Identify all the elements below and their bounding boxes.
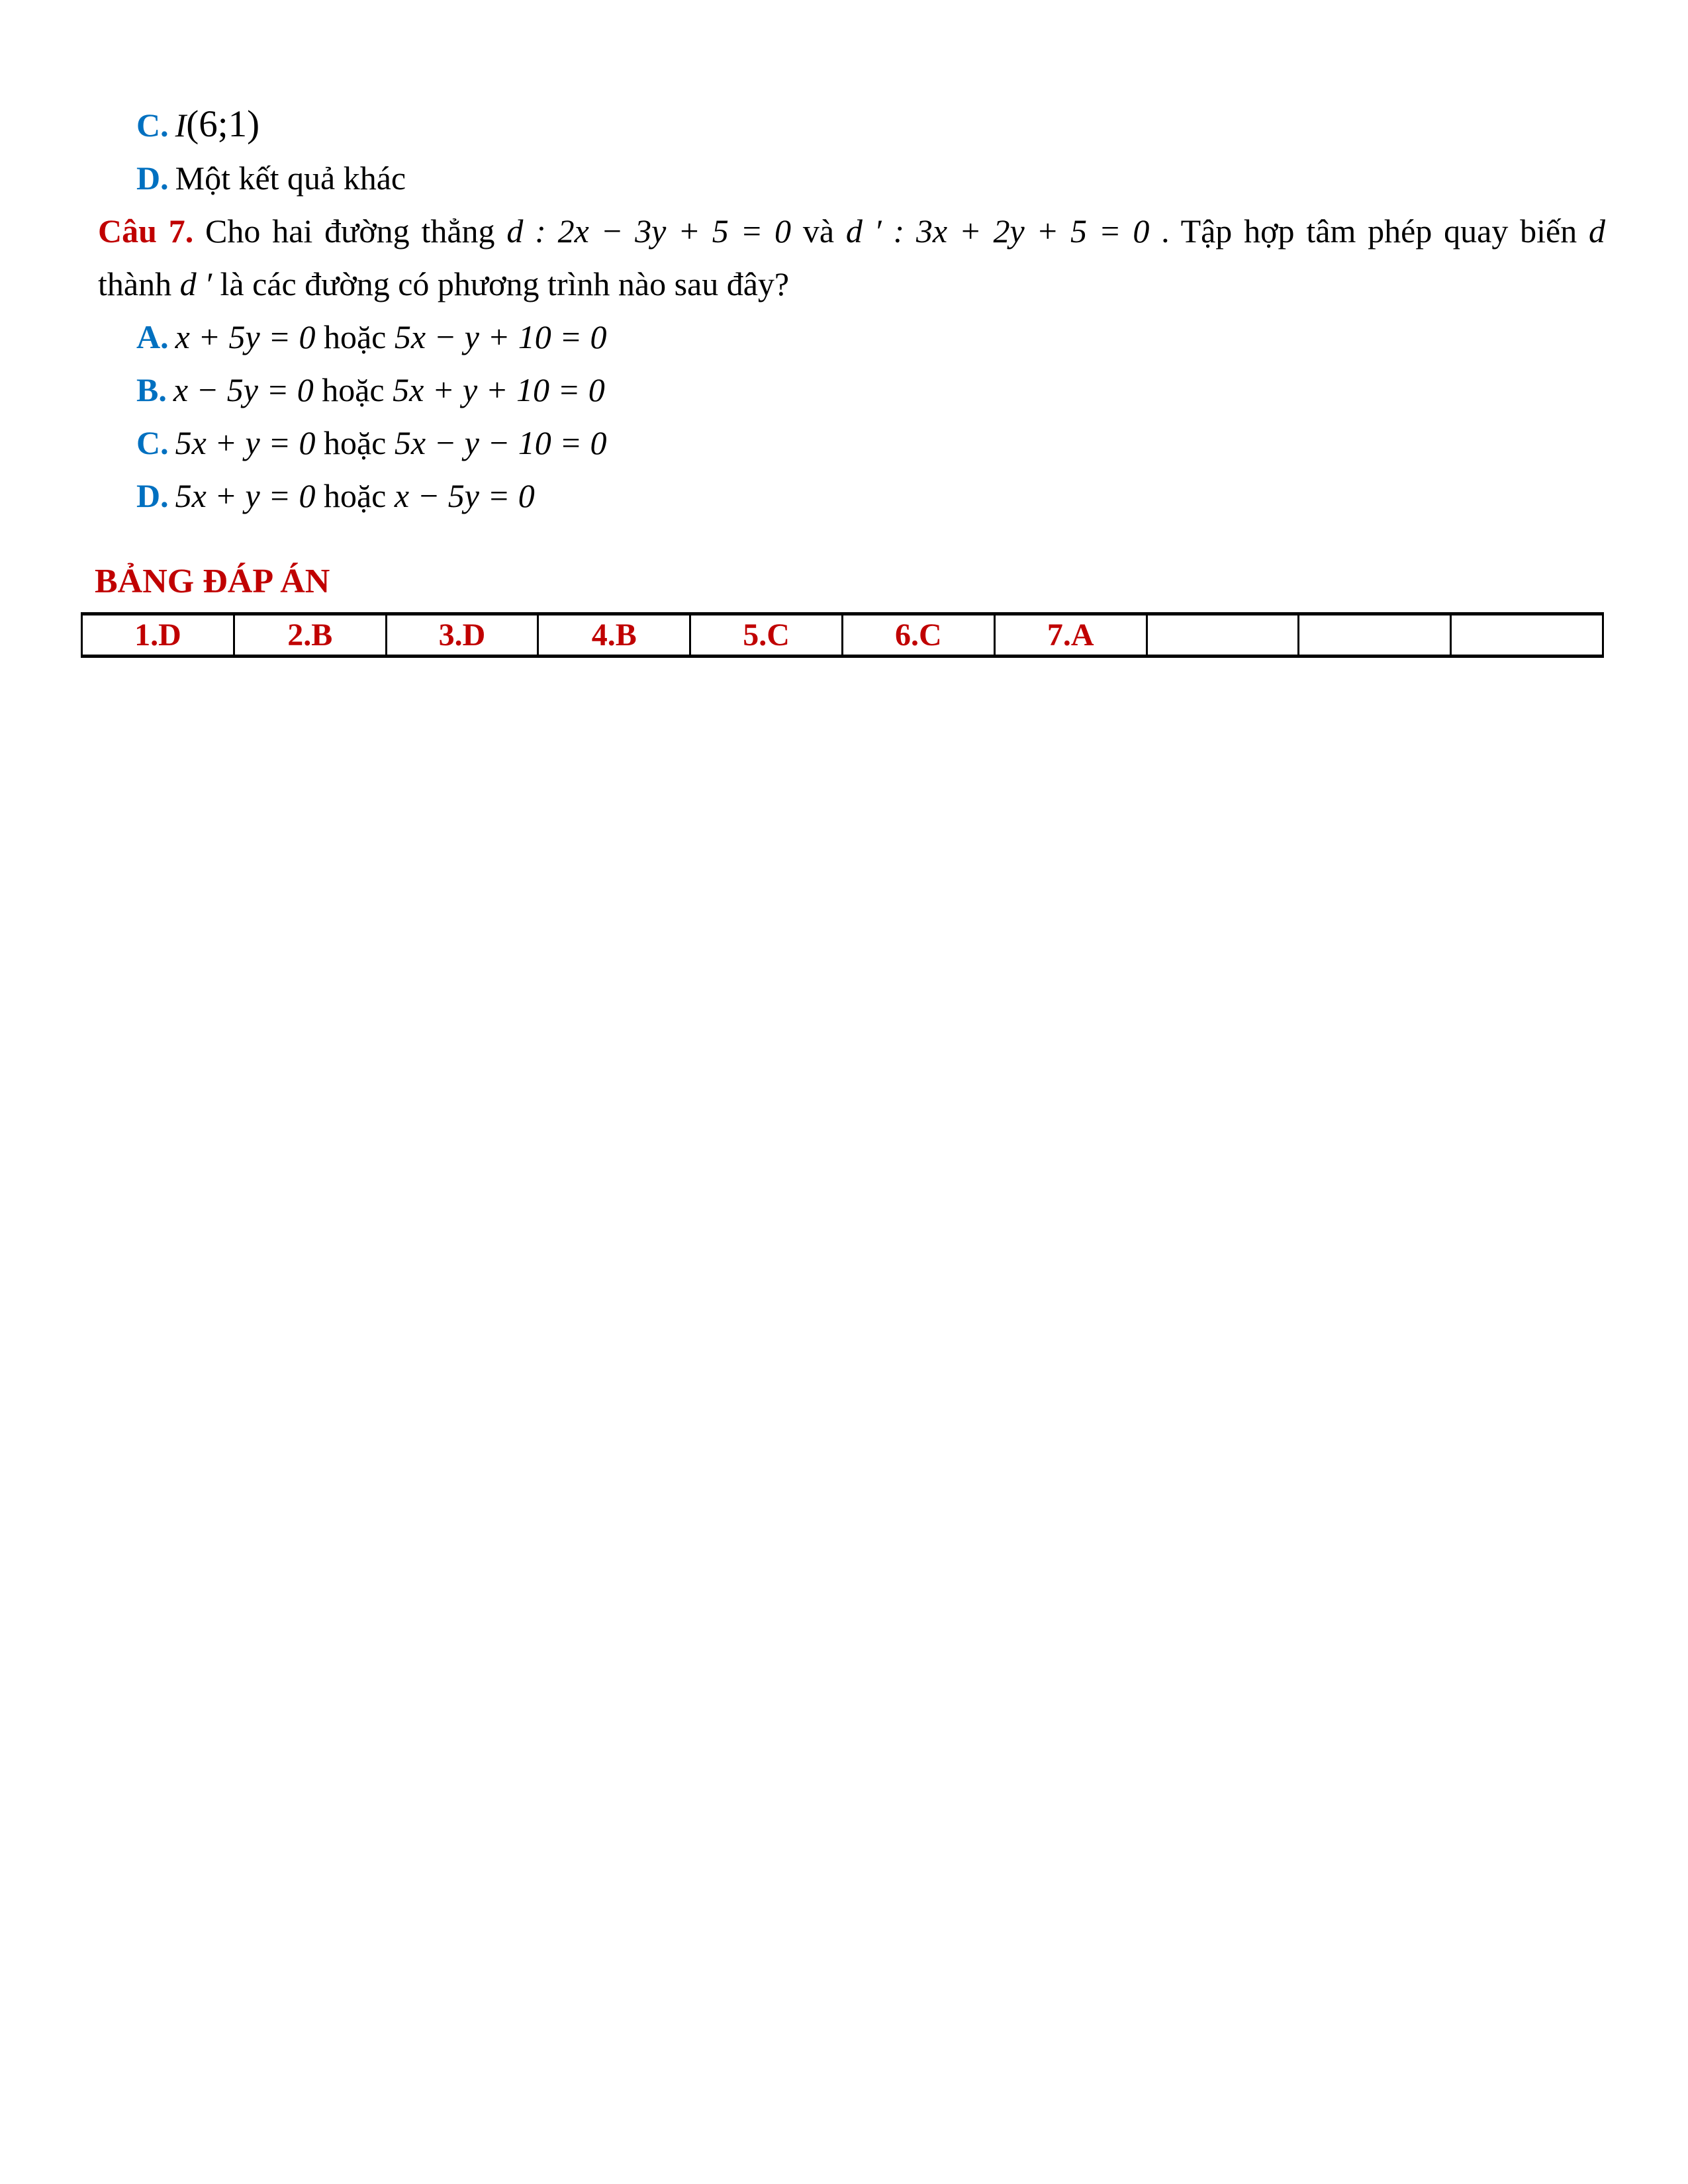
answer-cell-1: 1.D <box>82 614 234 657</box>
option-d-conjunction: hoặc <box>323 477 387 514</box>
question-7-math2: d <box>1589 212 1606 250</box>
option-b-label: B. <box>136 371 167 408</box>
answer-table-title: BẢNG ĐÁP ÁN <box>95 563 330 600</box>
question-7-text-seg4: là các đường có phương trình nào sau đây? <box>220 265 790 302</box>
option-d-row <box>81 469 1605 522</box>
option-d-eq1: 5x + y = 0 <box>175 477 316 514</box>
question-7-text-seg2: . Tập hợp tâm phép quay biến <box>1161 212 1577 250</box>
prev-option-d-row <box>81 152 1605 205</box>
prev-option-c-row <box>81 98 1605 152</box>
option-d-eq2: x − 5y = 0 <box>394 477 535 514</box>
question-7-math1: d ′ : 3x + 2y + 5 = 0 <box>845 212 1150 250</box>
option-c-conjunction: hoặc <box>323 424 387 461</box>
question-7-text-seg1: và <box>802 212 835 250</box>
option-c-row <box>81 416 1605 469</box>
option-a-eq1: x + 5y = 0 <box>175 318 316 355</box>
page-content <box>81 98 1605 658</box>
option-b-row <box>81 363 1605 416</box>
prev-option-d-label: D. <box>136 159 169 197</box>
option-a-conjunction: hoặc <box>323 318 387 355</box>
question-7-number: Câu 7. <box>98 212 194 250</box>
answer-cell-4: 4.B <box>538 614 690 657</box>
answer-cell-2: 2.B <box>234 614 386 657</box>
question-7-text-seg3: thành <box>98 265 172 302</box>
option-a-eq2: 5x − y + 10 = 0 <box>394 318 607 355</box>
option-b-eq2: 5x + y + 10 = 0 <box>393 371 605 408</box>
question-7-text-seg0: Cho hai đường thẳng <box>205 212 495 250</box>
answer-cell-6: 6.C <box>842 614 994 657</box>
answer-cell-9 <box>1299 614 1451 657</box>
prev-option-d-text: Một kết quả khác <box>175 159 406 197</box>
option-d-label: D. <box>136 477 169 514</box>
answer-cell-7: 7.A <box>994 614 1147 657</box>
answer-cell-8 <box>1147 614 1299 657</box>
question-7-math0: d : 2x − 3y + 5 = 0 <box>506 212 792 250</box>
option-b-eq1: x − 5y = 0 <box>173 371 314 408</box>
option-b-conjunction: hoặc <box>322 371 385 408</box>
answer-cell-5: 5.C <box>690 614 843 657</box>
answer-cell-3: 3.D <box>386 614 538 657</box>
prev-option-c-label: C. <box>136 107 169 144</box>
answer-table <box>81 612 1604 658</box>
prev-option-c-math-args: (6;1) <box>186 103 260 145</box>
question-7-line2 <box>81 257 1605 310</box>
option-c-label: C. <box>136 424 169 461</box>
answer-table-row <box>82 614 1603 657</box>
option-a-row <box>81 310 1605 363</box>
prev-option-c-math-var: I <box>175 107 187 144</box>
option-a-label: A. <box>136 318 169 355</box>
option-c-eq1: 5x + y = 0 <box>175 424 316 461</box>
question-7-math3: d ′ <box>179 265 212 302</box>
option-c-eq2: 5x − y − 10 = 0 <box>394 424 607 461</box>
question-7-line1 <box>81 205 1605 257</box>
answer-cell-10 <box>1451 614 1603 657</box>
